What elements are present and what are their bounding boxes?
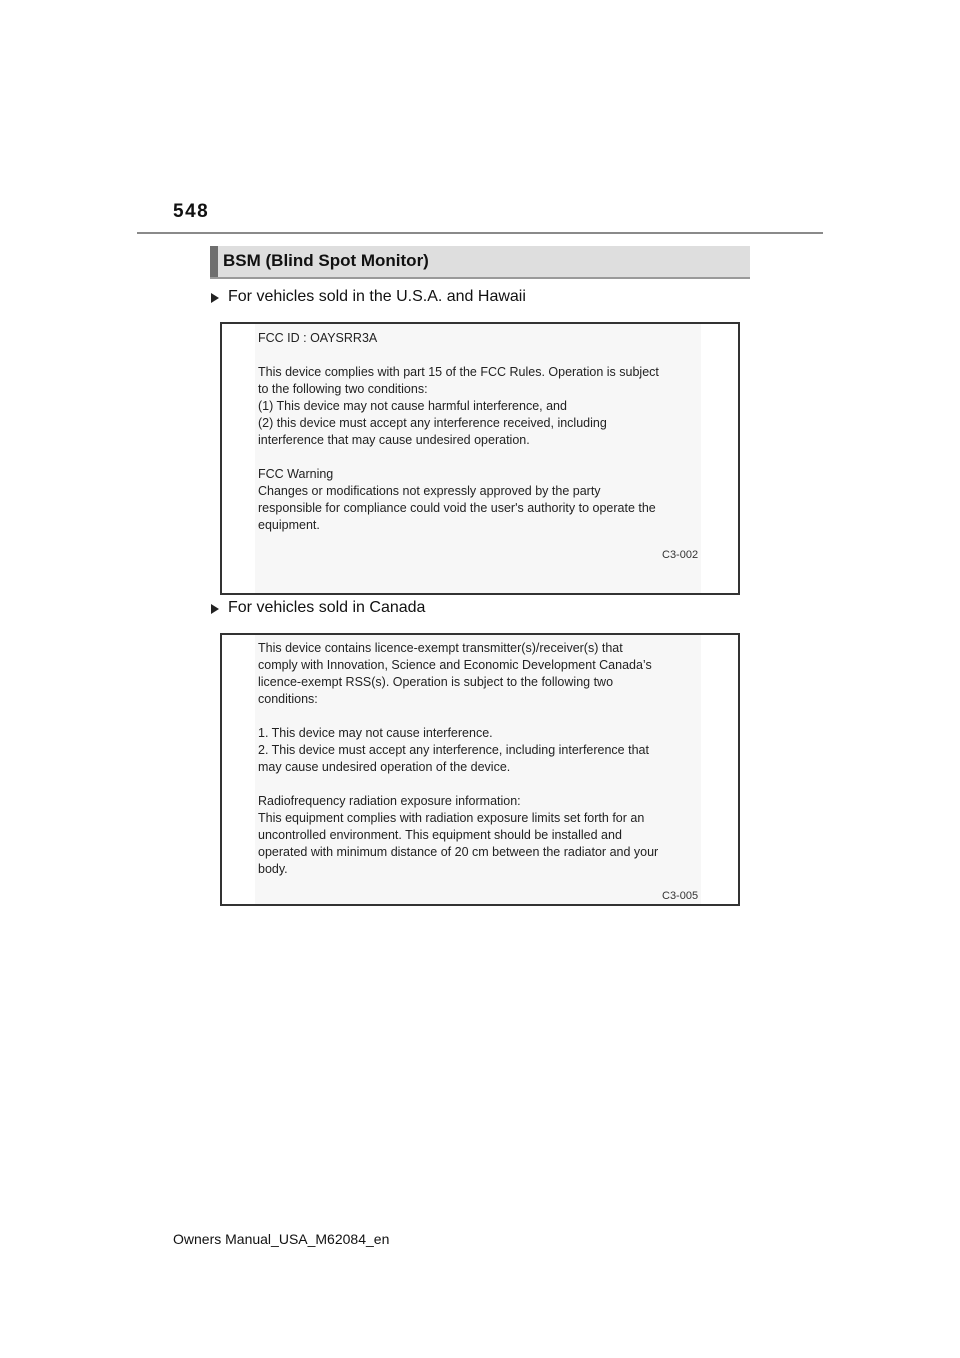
ised-rf-line: body. [258, 862, 288, 876]
section-title: BSM (Blind Spot Monitor) [223, 251, 429, 270]
triangle-bullet-icon [211, 293, 219, 303]
ised-conditions [258, 725, 704, 776]
fcc-id: FCC ID : OAYSRR3A [258, 331, 378, 345]
subheading-canada-label: For vehicles sold in Canada [228, 599, 426, 616]
fcc-compliance [258, 364, 704, 449]
subheading-canada [211, 599, 425, 617]
ised-rf-title: Radiofrequency radiation exposure information: [258, 794, 521, 808]
ised-rf-line: operated with minimum distance of 20 cm between the radiator and your [258, 845, 659, 859]
ised-intro-line: This device contains licence-exempt transmitter(s)/receiver(s) that [258, 641, 623, 655]
ised-intro-line: conditions: [258, 692, 318, 706]
section-header-bar [210, 246, 218, 277]
fcc-label-text [258, 330, 704, 551]
section-header [210, 246, 750, 279]
fcc-warning-title: FCC Warning [258, 467, 334, 481]
ised-rf-line: uncontrolled environment. This equipment should be installed and [258, 828, 622, 842]
fcc-compliance-line: (2) this device must accept any interference received, including [258, 416, 607, 430]
ised-label-text [258, 640, 704, 895]
fcc-warning [258, 466, 704, 534]
ised-rf-line: This equipment complies with radiation exposure limits set forth for an [258, 811, 645, 825]
triangle-bullet-icon [211, 604, 219, 614]
ised-intro [258, 640, 704, 708]
top-rule [137, 232, 823, 234]
ised-intro-line: comply with Innovation, Science and Economic Development Canada’s [258, 658, 652, 672]
fcc-compliance-line: interference that may cause undesired operation. [258, 433, 530, 447]
fcc-compliance-line: to the following two conditions: [258, 382, 428, 396]
ised-condition-line: 1. This device may not cause interference. [258, 726, 493, 740]
image-code: C3-005 [662, 890, 699, 902]
fcc-warning-line: equipment. [258, 518, 320, 532]
fcc-label-image [220, 322, 740, 595]
ised-label-image [220, 633, 740, 906]
subheading-usa [211, 288, 526, 306]
ised-rf-exposure [258, 793, 704, 878]
fcc-compliance-line: This device complies with part 15 of the FCC Rules. Operation is subject [258, 365, 659, 379]
ised-condition-line: 2. This device must accept any interference, including interference that [258, 743, 649, 757]
ised-intro-line: licence-exempt RSS(s). Operation is subject to the following two [258, 675, 614, 689]
fcc-warning-line: responsible for compliance could void the user's authority to operate the [258, 501, 656, 515]
fcc-warning-line: Changes or modifications not expressly approved by the party [258, 484, 601, 498]
image-code: C3-002 [662, 549, 699, 561]
subheading-usa-label: For vehicles sold in the U.S.A. and Hawaii [228, 288, 526, 305]
page-number: 548 [173, 201, 210, 222]
ised-condition-line: may cause undesired operation of the device. [258, 760, 511, 774]
page-footer: Owners Manual_USA_M62084_en [173, 1231, 390, 1247]
fcc-compliance-line: (1) This device may not cause harmful interference, and [258, 399, 567, 413]
